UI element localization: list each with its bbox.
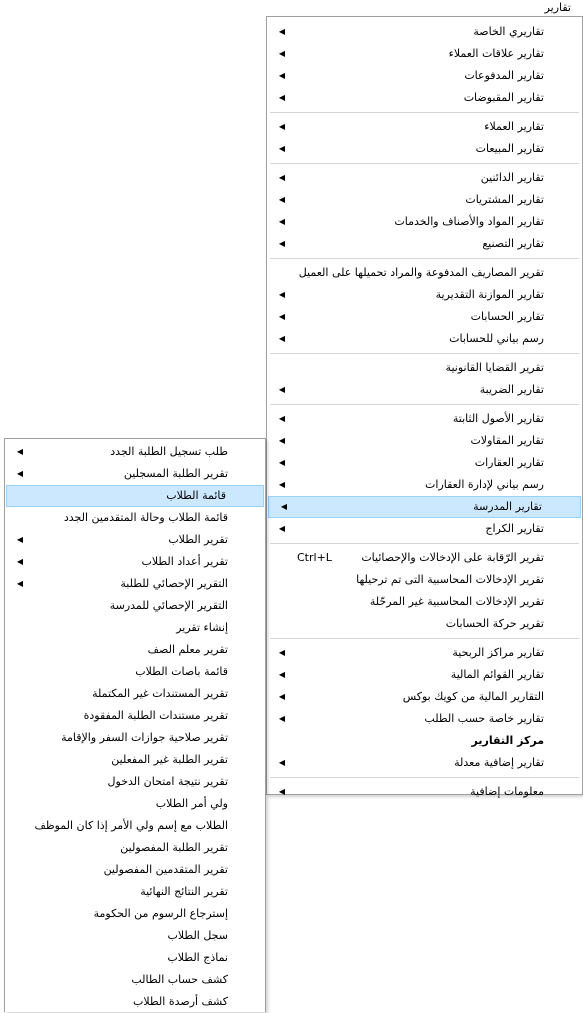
menu-item-label: تقارير التصنيع (482, 237, 544, 250)
menu-separator (270, 543, 579, 544)
menu-item-label: تقرير المتقدمين المفصولين (103, 863, 228, 876)
menu-item-label: تقرير الطلبة غير المفعلين (111, 753, 228, 766)
submenu-arrow-icon: ◀ (16, 535, 23, 544)
menu-item-label: تقارير المشتريات (465, 193, 544, 206)
menu-item[interactable] (267, 306, 582, 328)
submenu-arrow-icon: ◀ (278, 414, 285, 423)
menu-item[interactable] (5, 859, 265, 881)
submenu-arrow-icon: ◀ (16, 557, 23, 566)
school-reports-submenu (4, 438, 266, 1012)
submenu-arrow-icon: ◀ (278, 385, 285, 394)
menu-item-label: رسم بياني لإدارة العقارات (425, 478, 544, 491)
submenu-arrow-icon: ◀ (278, 173, 285, 182)
menu-item-label: تقرير نتيجة امتحان الدخول (107, 775, 228, 788)
menu-item[interactable] (5, 815, 265, 837)
menubar-reports[interactable]: تقارير (544, 1, 571, 14)
submenu-arrow-icon: ◀ (278, 49, 285, 58)
submenu-arrow-icon: ◀ (278, 670, 285, 679)
menu-item[interactable] (5, 551, 265, 573)
menu-item[interactable] (267, 357, 582, 379)
menu-item-label: تقارير العملاء (484, 120, 544, 133)
menu-item-label: ولي أمر الطلاب (155, 797, 228, 810)
submenu-arrow-icon: ◀ (278, 71, 285, 80)
menu-item-label: تقارير المواد والأصناف والخدمات (394, 215, 544, 228)
submenu-arrow-icon: ◀ (278, 312, 285, 321)
menu-item-label: تقارير الحسابات (470, 310, 544, 323)
menu-item[interactable] (267, 284, 582, 306)
menu-item-label: نماذج الطلاب (167, 951, 228, 964)
menu-item-label: تقارير الكراج (485, 522, 544, 535)
menu-separator (270, 404, 579, 405)
menu-item-label: تقرير حركة الحسابات (445, 617, 544, 630)
menu-item[interactable] (267, 518, 582, 540)
menu-item[interactable] (267, 547, 582, 569)
menu-item[interactable] (267, 708, 582, 730)
menu-separator (270, 163, 579, 164)
menu-separator (270, 353, 579, 354)
menu-item-label: تقرير المستندات غير المكتملة (92, 687, 228, 700)
menu-item[interactable] (5, 661, 265, 683)
menu-item[interactable] (267, 87, 582, 109)
menu-item-label: طلب تسجيل الطلبة الجدد (110, 445, 228, 458)
menu-item[interactable] (5, 573, 265, 595)
menu-item[interactable] (267, 262, 582, 284)
menu-item[interactable] (267, 781, 582, 803)
menu-item[interactable] (5, 529, 265, 551)
reports-menu (266, 16, 583, 798)
menu-item-label: تقرير النتائج النهائية (140, 885, 228, 898)
menu-item[interactable] (5, 441, 265, 463)
menu-item-label: قائمة الطلاب وحالة المتقدمين الجدد (63, 511, 228, 524)
menu-item[interactable] (267, 730, 582, 752)
menu-item[interactable] (267, 430, 582, 452)
menu-item[interactable] (5, 639, 265, 661)
menu-item[interactable] (267, 138, 582, 160)
submenu-arrow-icon: ◀ (278, 290, 285, 299)
menu-item-label: تقارير الموازنة التقديرية (435, 288, 544, 301)
menu-item[interactable] (267, 65, 582, 87)
submenu-arrow-icon: ◀ (278, 195, 285, 204)
menu-item-label: الطلاب مع إسم ولي الأمر إذا كان الموظف (34, 819, 228, 832)
menu-item-label: سجل الطلاب (167, 929, 228, 942)
submenu-arrow-icon: ◀ (280, 502, 287, 511)
menu-item[interactable] (267, 43, 582, 65)
submenu-arrow-icon: ◀ (278, 436, 285, 445)
menu-item[interactable] (5, 793, 265, 815)
menu-item-label: تقرير معلم الصف (147, 643, 228, 656)
menu-item-label: تقارير المبيعات (475, 142, 544, 155)
menu-item[interactable] (267, 211, 582, 233)
menu-item[interactable] (267, 664, 582, 686)
submenu-arrow-icon: ◀ (16, 469, 23, 478)
submenu-arrow-icon: ◀ (278, 144, 285, 153)
menu-item-label: تقارير الدائنين (480, 171, 544, 184)
menu-item-label: تقرير الطلبة المفصولين (120, 841, 228, 854)
menu-item[interactable] (267, 21, 582, 43)
menu-item-label: التقرير الإحصائي للطلبة (120, 577, 228, 590)
menu-item[interactable] (267, 328, 582, 350)
menu-item[interactable] (5, 991, 265, 1013)
menu-item[interactable] (268, 496, 581, 518)
menu-item-label: كشف أرصدة الطلاب (132, 995, 228, 1008)
shortcut-label: Ctrl+L (297, 551, 332, 564)
menu-item-label: تقارير العقارات (474, 456, 544, 469)
menu-separator (270, 638, 579, 639)
submenu-arrow-icon: ◀ (278, 458, 285, 467)
menu-item-label: قائمة باصات الطلاب (135, 665, 228, 678)
menu-item-label: تقارير إضافية معدلة (454, 756, 544, 769)
menu-item-label: تقارير الضريبة (479, 383, 544, 396)
menu-item[interactable] (5, 881, 265, 903)
menu-item[interactable] (5, 903, 265, 925)
menu-item[interactable] (5, 947, 265, 969)
menu-item[interactable] (6, 485, 264, 507)
menu-item-label: تقرير الطلبة المسجلين (123, 467, 228, 480)
submenu-arrow-icon: ◀ (278, 93, 285, 102)
menu-item[interactable] (267, 752, 582, 774)
menu-item[interactable] (5, 771, 265, 793)
menu-item-label: تقرير مستندات الطلبة المفقودة (83, 709, 228, 722)
menu-item[interactable] (267, 613, 582, 635)
menu-item-label: تقارير المدفوعات (464, 69, 544, 82)
menu-item[interactable] (5, 595, 265, 617)
menu-separator (270, 777, 579, 778)
submenu-arrow-icon: ◀ (278, 480, 285, 489)
menu-item-label: تقارير مراكز الربحية (452, 646, 544, 659)
menu-item[interactable] (267, 408, 582, 430)
submenu-arrow-icon: ◀ (278, 27, 285, 36)
menu-item-label: تقرير الرّقابة على الإدخالات والإحصائيات (361, 551, 544, 564)
menu-separator (270, 112, 579, 113)
submenu-arrow-icon: ◀ (16, 447, 23, 456)
menu-item-label: تقارير المدرسة (473, 500, 542, 513)
menu-item[interactable] (5, 507, 265, 529)
menu-item[interactable] (267, 189, 582, 211)
submenu-arrow-icon: ◀ (16, 579, 23, 588)
menu-item-label: التقرير الإحصائي للمدرسة (109, 599, 228, 612)
menu-item[interactable] (267, 591, 582, 613)
menu-item[interactable] (267, 167, 582, 189)
menu-item-label: تقارير المقبوضات (463, 91, 544, 104)
menu-item[interactable] (5, 617, 265, 639)
submenu-arrow-icon: ◀ (278, 758, 285, 767)
submenu-arrow-icon: ◀ (278, 787, 285, 796)
menu-separator (270, 258, 579, 259)
submenu-arrow-icon: ◀ (278, 692, 285, 701)
menu-item[interactable] (5, 705, 265, 727)
menu-item-label: تقرير الإدخالات المحاسبية التى تم ترحيلها (356, 573, 544, 586)
menu-item[interactable] (5, 683, 265, 705)
menu-item-label: تقارير خاصة حسب الطلب (424, 712, 544, 725)
submenu-arrow-icon: ◀ (278, 524, 285, 533)
menu-item[interactable] (5, 749, 265, 771)
menu-item-label: تقرير الإدخالات المحاسبية غير المرحّلة (369, 595, 544, 608)
menu-item[interactable] (5, 837, 265, 859)
menu-item-label: تقرير صلاحية جوازات السفر والإقامة (61, 731, 228, 744)
menu-item-label: قائمة الطلاب (166, 489, 226, 502)
menu-item[interactable] (267, 233, 582, 255)
submenu-arrow-icon: ◀ (278, 648, 285, 657)
menu-item-label: كشف حساب الطالب (131, 973, 228, 986)
menu-item-label: معلومات إضافية (470, 785, 544, 798)
submenu-arrow-icon: ◀ (278, 122, 285, 131)
menu-item-label: إسترجاع الرسوم من الحكومة (93, 907, 228, 920)
menu-item-label: تقارير المقاولات (470, 434, 544, 447)
menu-item-label: تقرير أعداد الطلاب (141, 555, 228, 568)
menu-item-label: رسم بياني للحسابات (449, 332, 544, 345)
menu-item-label: التقارير المالية من كويك بوكس (402, 690, 544, 703)
menu-item[interactable] (5, 969, 265, 991)
menu-item[interactable] (267, 569, 582, 591)
menu-item-label: تقرير المصاريف المدفوعة والمراد تحميلها على العميل (298, 266, 544, 279)
menu-item-label: إنشاء تقرير (176, 621, 228, 634)
submenu-arrow-icon: ◀ (278, 239, 285, 248)
submenu-arrow-icon: ◀ (278, 217, 285, 226)
menu-item-label: تقارير القوائم المالية (450, 668, 544, 681)
menu-item[interactable] (5, 727, 265, 749)
menu-item[interactable] (267, 642, 582, 664)
submenu-arrow-icon: ◀ (278, 714, 285, 723)
menu-item[interactable] (267, 452, 582, 474)
menu-item[interactable] (267, 474, 582, 496)
menu-item-label: تقاريري الخاصة (473, 25, 544, 38)
menu-item[interactable] (267, 686, 582, 708)
submenu-arrow-icon: ◀ (278, 334, 285, 343)
menu-item-label: تقارير علاقات العملاء (448, 47, 544, 60)
menu-item-label: تقرير القضايا القانونية (445, 361, 544, 374)
menu-item[interactable] (267, 379, 582, 401)
menu-item-label: تقارير الأصول الثابتة (452, 412, 544, 425)
menu-item[interactable] (5, 925, 265, 947)
menu-item-label: مركز التقارير (471, 734, 544, 747)
menu-item[interactable] (5, 463, 265, 485)
menu-item[interactable] (267, 116, 582, 138)
menu-item-label: تقرير الطلاب (168, 533, 228, 546)
